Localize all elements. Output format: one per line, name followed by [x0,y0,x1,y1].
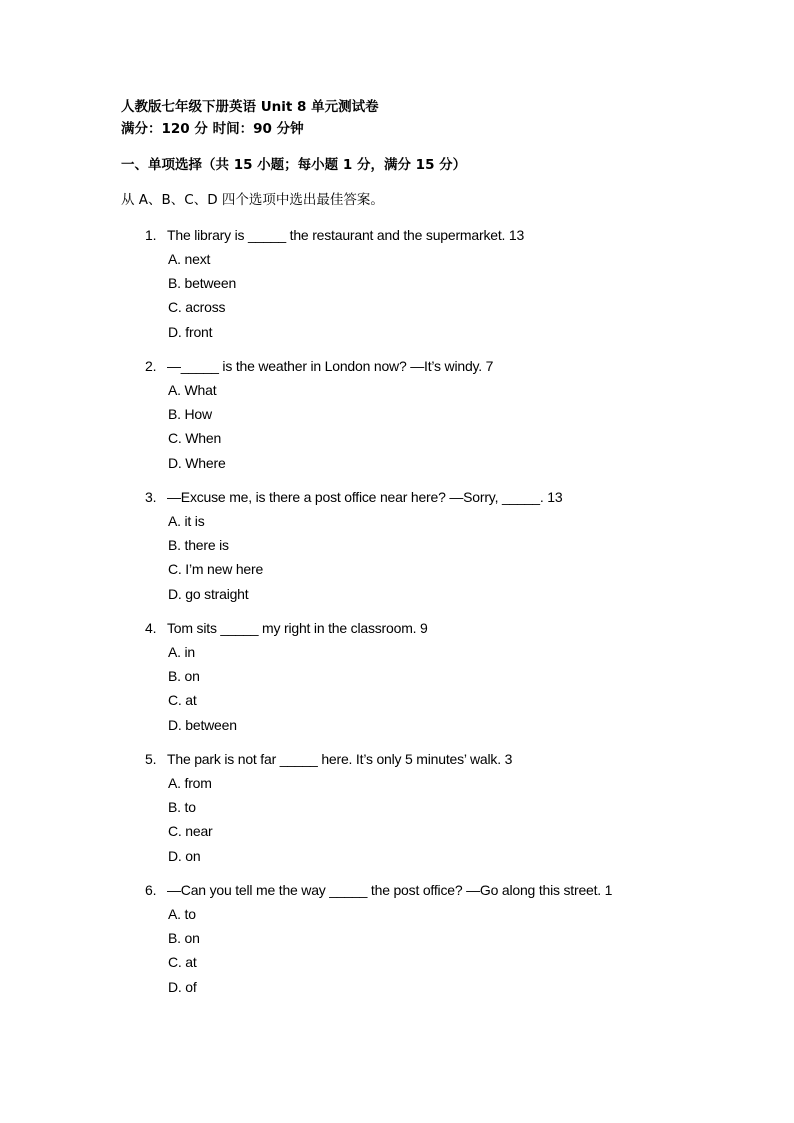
option-b: B. on [168,930,200,947]
option-c: C. I’m new here [168,561,264,578]
option-d: D. of [168,978,197,995]
option-d: D. on [168,847,201,864]
question-item [0,616,794,747]
question-stem [145,747,512,771]
document-title: 人教版七年级下册英语 Unit 8 单元测试卷 [121,99,379,115]
question-number: 3. [145,489,157,505]
question-text: —Excuse me, is there a post office near here? —Sorry, _____. 13 [167,489,563,505]
option-a: A. from [168,775,212,791]
question-number: 2. [145,358,157,374]
option-list [168,247,236,344]
question-number: 6. [145,882,157,898]
option-d: D. Where [168,454,226,471]
score-time-info: 满分：120 分 时间：90 分钟 [121,121,304,137]
question-text: The park is not far _____ here. It’s only 5 minutes’ walk. 3 [167,751,513,767]
option-c: C. near [168,823,213,840]
question-number: 4. [145,620,157,636]
option-b: B. on [168,668,200,685]
question-stem [145,878,612,902]
option-a: A. to [168,906,196,922]
question-stem [145,485,562,509]
question-text: —_____ is the weather in London now? —It’s windy. 7 [167,358,494,374]
option-b: B. How [168,406,212,423]
option-c: C. across [168,299,226,316]
option-b: B. between [168,275,237,292]
option-d: D. go straight [168,585,249,602]
question-list [0,223,794,1009]
option-c: C. When [168,430,222,447]
option-a: A. next [168,251,211,267]
question-text: Tom sits _____ my right in the classroom. 9 [167,620,428,636]
option-c: C. at [168,954,197,971]
document-header [121,96,721,140]
option-list [168,640,237,737]
option-list [168,902,200,999]
option-a: A. What [168,382,217,398]
option-c: C. at [168,692,197,709]
option-d: D. between [168,716,237,733]
section-heading: 一、单项选择（共 15 小题；每小题 1 分，满分 15 分） [121,157,467,173]
option-a: A. it is [168,513,205,529]
question-item [0,878,794,1009]
question-item [0,485,794,616]
option-list [168,378,226,475]
question-number: 5. [145,751,157,767]
option-list [168,771,213,868]
option-a: A. in [168,644,196,660]
option-list [168,509,263,606]
option-d: D. front [168,323,213,340]
question-item [0,354,794,485]
question-stem [145,354,493,378]
question-item [0,747,794,878]
option-b: B. to [168,799,196,816]
section-instruction: 从 A、B、C、D 四个选项中选出最佳答案。 [121,192,384,208]
question-item [0,223,794,354]
question-number: 1. [145,227,157,243]
question-text: —Can you tell me the way _____ the post office? —Go along this street. 1 [167,882,613,898]
question-stem [145,223,524,247]
question-stem [145,616,428,640]
option-b: B. there is [168,537,229,554]
question-text: The library is _____ the restaurant and the supermarket. 13 [167,227,525,243]
